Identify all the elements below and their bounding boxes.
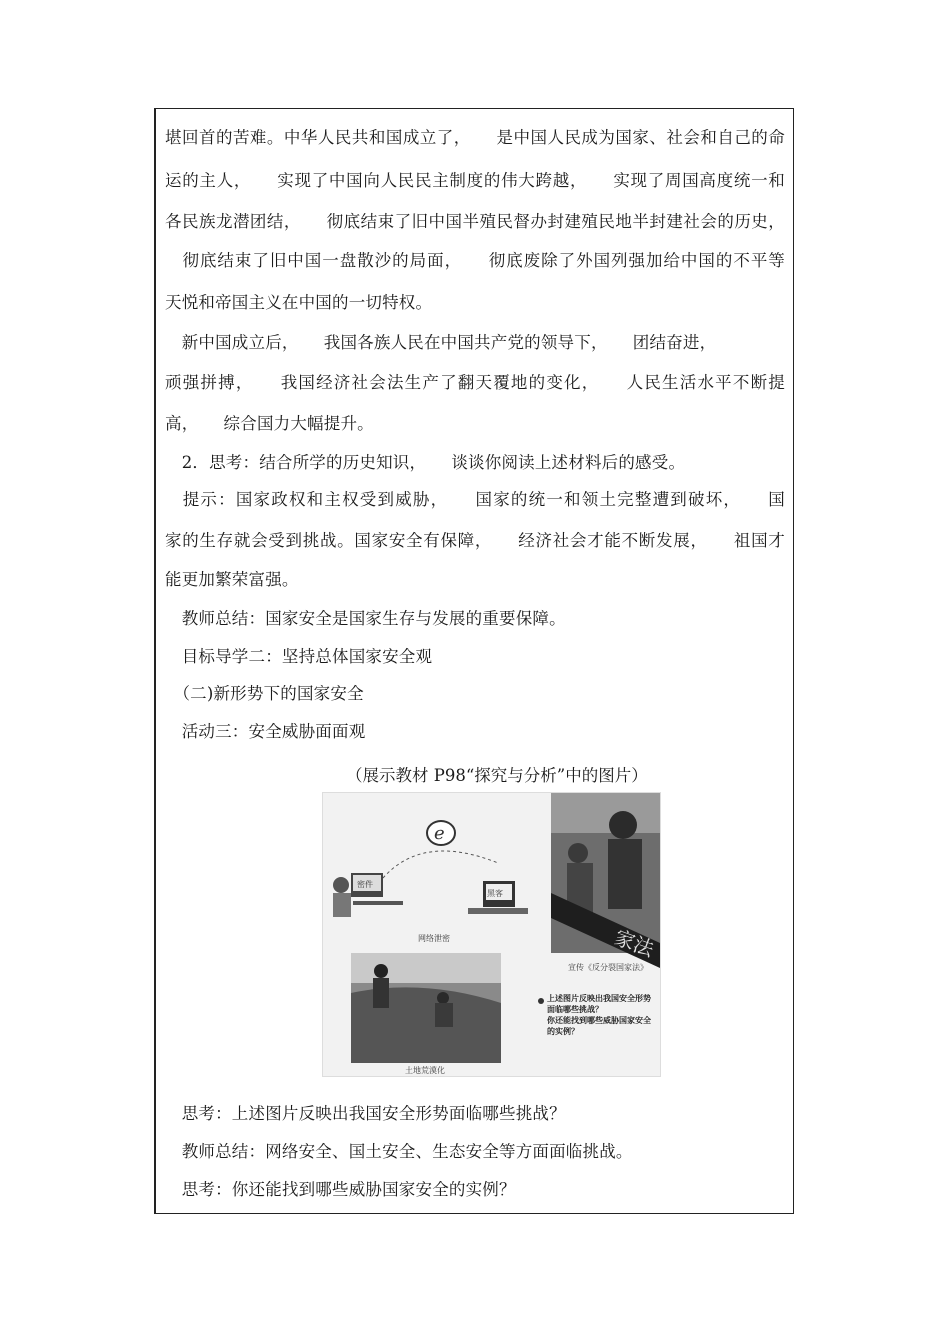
text-line: 思考：你还能找到哪些威胁国家安全的实例？ [165, 1180, 516, 1199]
figure-question-2: 你还能找到哪些威胁国家安全的实例？ [547, 1016, 651, 1036]
network-leak-label: 网络泄密 [418, 934, 450, 943]
text-line: 运的主人， 实现了中国向人民民主制度的伟大跨越， 实现了周国高度统一和 [165, 171, 785, 190]
text-line: 彻底结束了旧中国一盘散沙的局面， 彻底废除了外国列强加给中国的不平等 [165, 251, 785, 270]
textbook-figure [322, 792, 661, 1077]
svg-text:e: e [434, 823, 445, 844]
text-line: 顽强拼搏， 我国经济社会法生产了翻天覆地的变化， 人民生活水平不断提 [165, 373, 785, 392]
desertification-photo [351, 953, 501, 1075]
text-line: 提示：国家政权和主权受到威胁， 国家的统一和领土完整遭到破坏， 国 [165, 490, 785, 509]
text-line: 目标导学二：坚持总体国家安全观 [165, 647, 433, 666]
banner-text: 家法 [611, 925, 658, 962]
hacker-label: 黑客 [487, 889, 503, 898]
figure-caption: （展示教材 P98“探究与分析”中的图片） [346, 766, 648, 785]
text-line: 能更加繁荣富强。 [165, 570, 299, 589]
text-line: 思考：上述图片反映出我国安全形势面临哪些挑战？ [165, 1104, 566, 1123]
propaganda-label: 宣传《反分裂国家法》 [568, 963, 648, 972]
text-line: 教师总结：网络安全、国土安全、生态安全等方面面临挑战。 [165, 1142, 633, 1161]
propaganda-photo [551, 793, 660, 972]
text-line: 2．思考：结合所学的历史知识， 谈谈你阅读上述材料后的感受。 [165, 453, 686, 472]
text-line: 新中国成立后， 我国各族人民在中国共产党的领导下， 团结奋进， [165, 333, 717, 352]
question-box [538, 993, 655, 1063]
text-line: 堪回首的苦难。中华人民共和国成立了， 是中国人民成为国家、社会和自己的命 [165, 128, 785, 147]
text-line: 高， 综合国力大幅提升。 [165, 414, 374, 433]
text-line: 天悦和帝国主义在中国的一切特权。 [165, 293, 433, 312]
secret-label: 密件 [357, 880, 373, 889]
text-line: 活动三：安全威胁面面观 [165, 722, 366, 741]
text-line: （二)新形势下的国家安全 [165, 684, 364, 703]
desertification-label: 土地荒漠化 [405, 1066, 445, 1075]
text-line: 各民族龙潜团结， 彻底结束了旧中国半殖民督办封建殖民地半封建社会的历史， [165, 212, 785, 231]
figure-question-1: 上述图片反映出我国安全形势面临哪些挑战？ [547, 994, 651, 1014]
text-line: 家的生存就会受到挑战。国家安全有保障， 经济社会才能不断发展， 祖国才 [165, 531, 785, 550]
text-line: 教师总结：国家安全是国家生存与发展的重要保障。 [165, 609, 566, 628]
